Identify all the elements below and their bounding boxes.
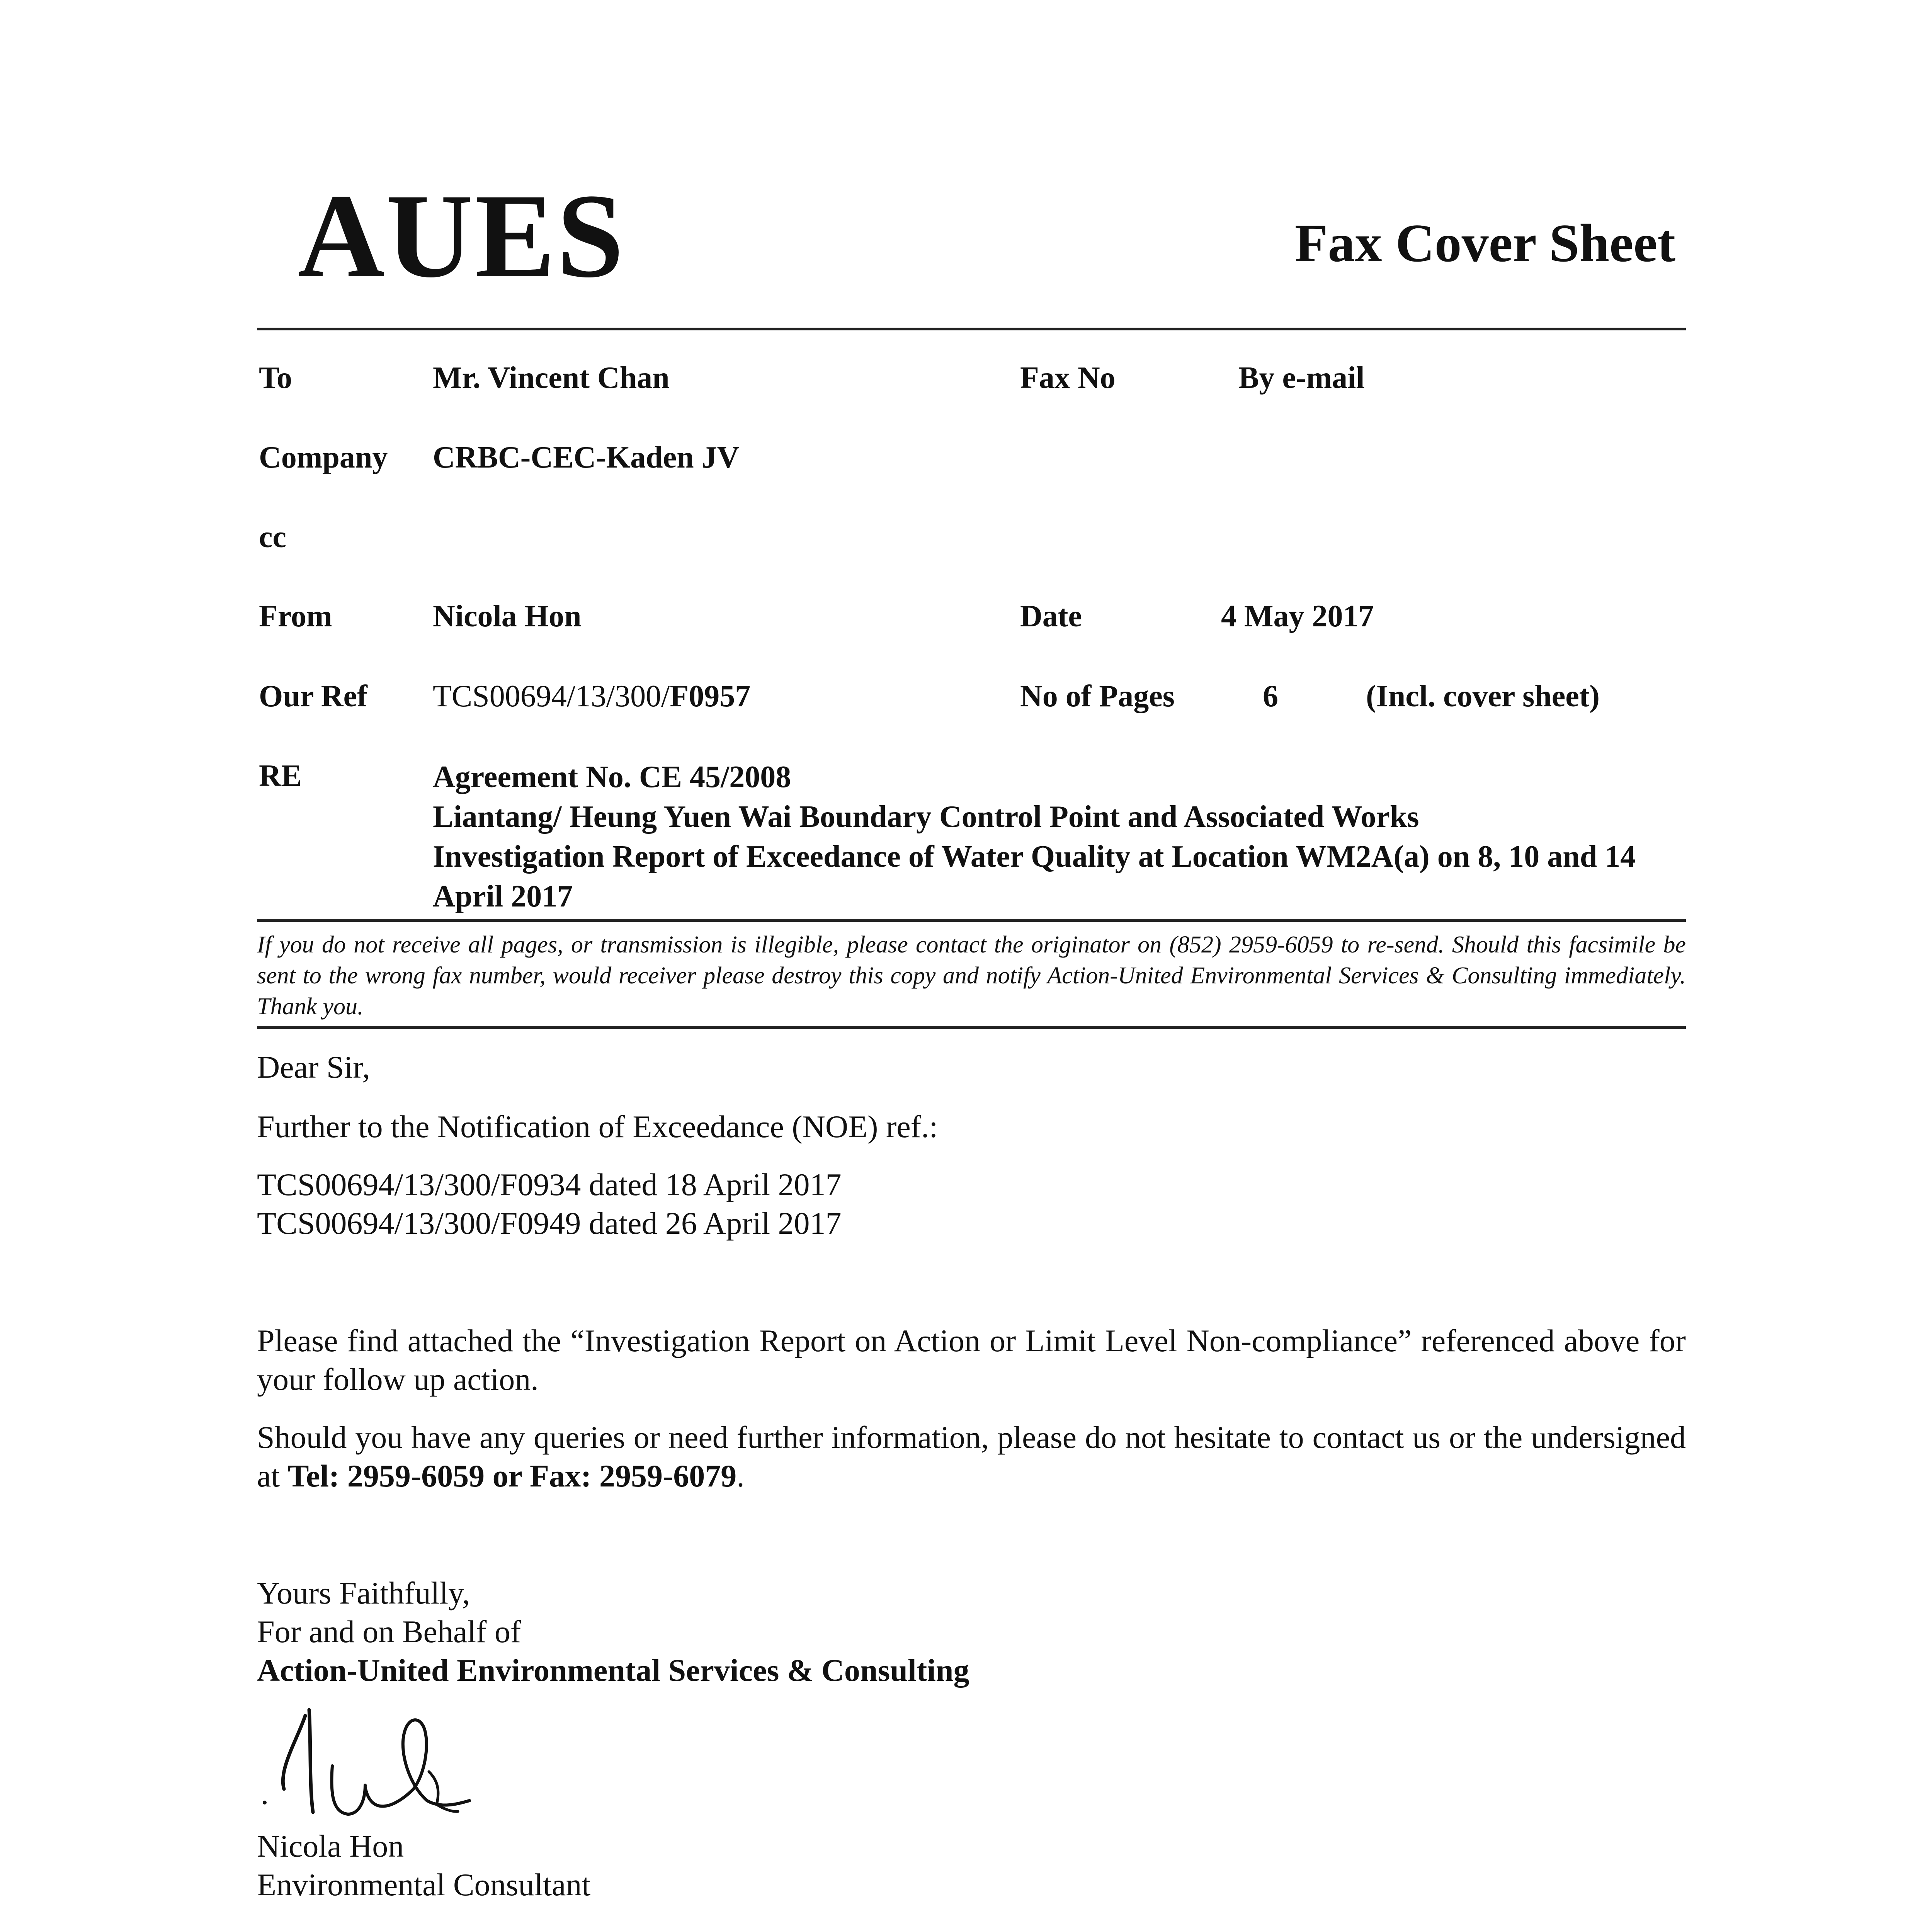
contact-text: Should you have any queries or need further information, please do not hesitate to contact us or the undersigned at [257,1420,1686,1493]
closing-line: Yours Faithfully, [257,1575,470,1611]
notice-bottom-divider [257,1026,1686,1029]
date-label: Date [1020,599,1082,633]
notice-top-divider [257,919,1686,922]
from-value: Nicola Hon [433,599,582,633]
to-value: Mr. Vincent Chan [433,361,670,395]
our-ref-value [433,681,750,712]
re-line: Agreement No. CE 45/2008 [433,760,791,794]
signatory-name: Nicola Hon [257,1828,404,1864]
pages-value: 6 [1263,679,1278,713]
page-title: Fax Cover Sheet [1295,213,1675,273]
header-divider [257,328,1686,330]
closing-line: For and on Behalf of [257,1614,521,1649]
intro-line: Further to the Notification of Exceedance (NOE) ref.: [257,1109,938,1144]
pages-label: No of Pages [1020,679,1175,713]
transmission-notice: If you do not receive all pages, or transmission is illegible, please contact the originator on (852) 2959-6059 to re-send. Should this facsimile be sent to the wrong fax number, would receiver please destroy this copy and notify Action-United Environmental Services & Consulting immediately. Thank you. [257,932,1686,1020]
fax-no-label: Fax No [1020,361,1116,395]
date-value: 4 May 2017 [1221,599,1374,633]
contact-suffix: . [736,1458,745,1493]
paragraph-attachment: Please find attached the “Investigation Report on Action or Limit Level Non-compliance” referenced above for your follow up action. [257,1323,1686,1397]
company-label: Company [259,440,388,474]
noe-ref: TCS00694/13/300/F0949 dated 26 April 2017 [257,1206,842,1241]
company-value: CRBC-CEC-Kaden JV [433,440,740,474]
from-label: From [259,599,332,633]
cc-label: cc [259,520,287,554]
paragraph-contact [257,1418,1686,1495]
signatory-title: Environmental Consultant [257,1867,591,1902]
contact-numbers: Tel: 2959-6059 or Fax: 2959-6079 [287,1458,737,1493]
re-subject [433,757,1689,917]
pages-note: (Incl. cover sheet) [1366,679,1600,713]
fax-no-value: By e-mail [1238,361,1365,395]
re-line: Investigation Report of Exceedance of Water Quality at Location WM2A(a) on 8, 10 and 14 April 2017 [433,840,1636,913]
handwritten-signature [255,1689,526,1835]
noe-ref: TCS00694/13/300/F0934 dated 18 April 2017 [257,1167,842,1202]
closing-company: Action-United Environmental Services & Consulting [257,1653,969,1688]
re-label: RE [259,759,302,793]
our-ref-label: Our Ref [259,679,367,713]
company-logo: AUES [298,169,626,303]
salutation: Dear Sir, [257,1049,370,1085]
our-ref-prefix: TCS00694/13/300/ [433,679,670,713]
re-line: Liantang/ Heung Yuen Wai Boundary Control Point and Associated Works [433,800,1419,834]
our-ref-code: F0957 [670,679,751,713]
to-label: To [259,361,293,395]
